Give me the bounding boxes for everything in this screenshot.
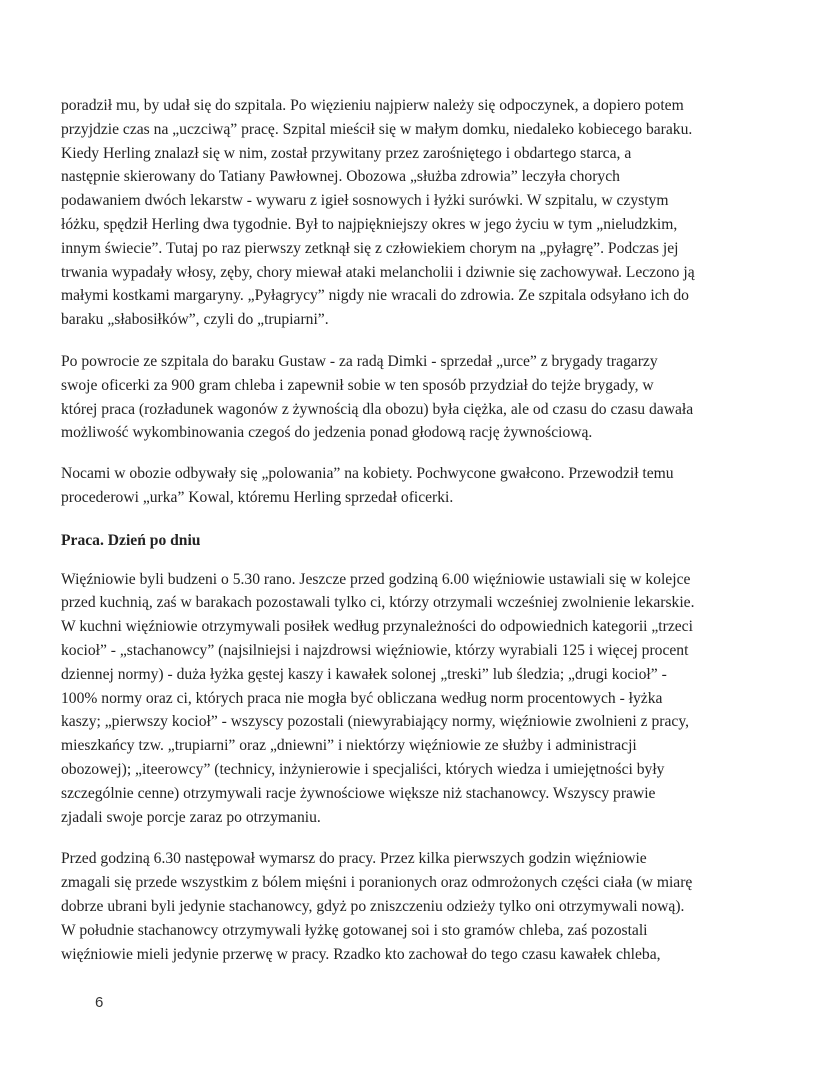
section-heading: Praca. Dzień po dniu [61,531,201,549]
paragraph-daily-routine: Więźniowie byli budzeni o 5.30 rano. Jeszcze przed godziną 6.00 więźniowie ustawiali się w kolejce przed kuchnią, zaś w barakach pozostawali tylko ci, którzy otrzymali wcześniej zwolnienie lekarskie. W kuchni więźniowie otrzymywali posiłek według przynależności do odpowiednich kategorii „trzeci kocioł” - „stachanowcy” (najsilniejsi i najzdrowsi więźniowie, którzy wyrabiali 125 i więcej procent dziennej normy) - duża łyżka gęstej kaszy i kawałek solonej „treski” lub śledzia; „drugi kocioł” - 100% normy oraz ci, których praca nie mogła być obliczana według norm procentowych - łyżka kaszy; „pierwszy kocioł” - wszyscy pozostali (niewyrabiający normy, więźniowie zwolnieni z pracy, mieszkańcy tzw. „trupiarni” oraz „dniewni” i niektórzy więźniowie ze służby i administracji obozowej); „iteerowcy” (technicy, inżynierowie i specjaliści, których wiedza i umiejętności były szczególnie cenne) otrzymywali racje żywnościowe większe niż stachanowcy. Wszyscy prawie zjadali swoje porcje zaraz po otrzymaniu. [61,570,695,826]
paragraph-hospital: poradził mu, by udał się do szpitala. Po więzieniu najpierw należy się odpoczynek, a dopiero potem przyjdzie czas na „uczciwą” pracę. Szpital mieścił się w małym domku, niedaleko kobiecego baraku. Kiedy Herling znalazł się w nim, został przywitany przez zarośniętego i obdartego starca, a następnie skierowany do Tatiany Pawłownej. Obozowa „służba zdrowia” leczyła chorych podawaniem dwóch lekarstw - wywaru z igieł sosnowych i łyżki surówki. W szpitalu, w czystym łóżku, spędził Herling dwa tygodnie. Był to najpiękniejszy okres w jego życiu w tym „nieludzkim, innym świecie”. Tutaj po raz pierwszy zetknął się z człowiekiem chorym na „pyłagrę”. Podczas jej trwania wypadały włosy, zęby, chory miewał ataki melancholii i dziwnie się zachowywał. Leczono ją małymi kostkami margaryny. „Pyłagrycy” nigdy nie wracali do zdrowia. Ze szpitala odsyłano ich do baraku „słabosiłków”, czyli do „trupiarni”. [61,97,695,329]
paragraph-night-hunts: Nocami w obozie odbywały się „polowania” na kobiety. Pochwycone gwałcono. Przewodził temu procederowi „urka” Kowal, któremu Herling sprzedał oficerki. [61,465,674,506]
page-number: 6 [95,994,104,1011]
paragraph-return-from-hospital: Po powrocie ze szpitala do baraku Gustaw - za radą Dimki - sprzedał „urce” z brygady tragarzy swoje oficerki za 900 gram chleba i zapewnił sobie w ten sposób przydział do tejże brygady, w której praca (rozładunek wagonów z żywnością dla obozu) była ciężka, ale od czasu do czasu dawała możliwość wykombinowania czegoś do jedzenia ponad głodową rację żywnościową. [61,352,694,442]
document-body [61,94,761,984]
paragraph-march-to-work: Przed godziną 6.30 następował wymarsz do pracy. Przez kilka pierwszych godzin więźniowie zmagali się przede wszystkim z bólem mięśni i poranionych oraz odmrożonych części ciała (w miarę dobrze ubrani byli jedynie stachanowcy, gdyż po zniszczeniu odzieży tylko oni otrzymywali nową). W południe stachanowcy otrzymywali łyżkę gotowanej soi i sto gramów chleba, zaś pozostali więźniowie mieli jedynie przerwę w pracy. Rzadko kto zachował do tego czasu kawałek chleba, [61,850,693,963]
